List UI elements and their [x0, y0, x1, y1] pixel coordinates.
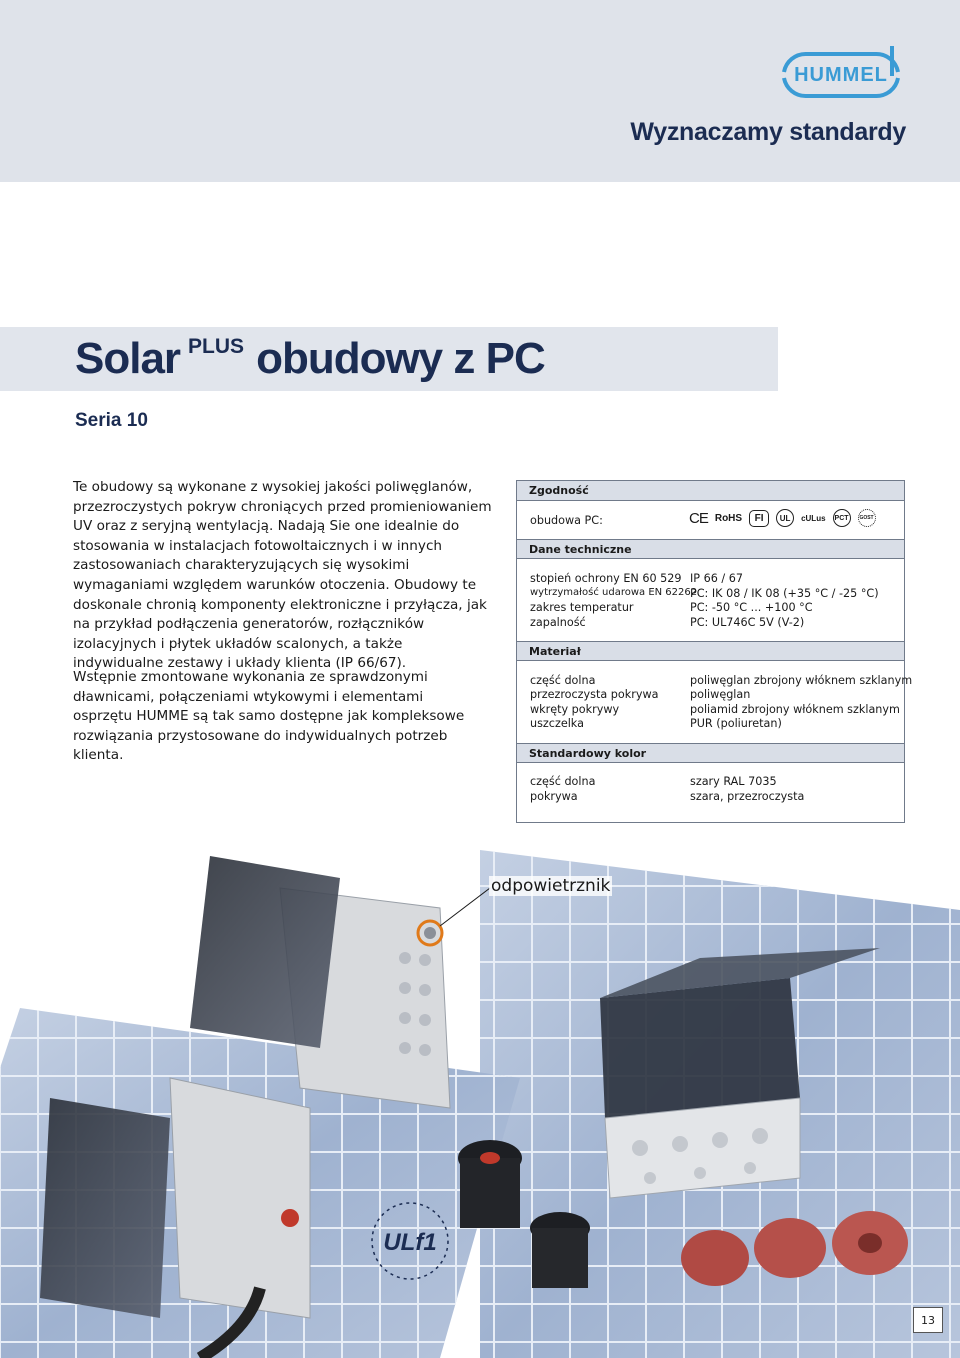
page-number: 13: [913, 1307, 943, 1333]
spec-value: poliwęglan: [690, 688, 751, 701]
spec-key: wkręty pokrywy: [530, 703, 620, 716]
page-title: [75, 334, 545, 384]
svg-text:HUMMEL: HUMMEL: [794, 64, 888, 86]
intro-paragraph: Te obudowy są wykonane z wysokiej jakości poliwęglanów, przezroczystych pokryw chroniących przed promieniowaniem UV oraz z seryjną wentylacją. Nadają Sie one idealnie do stosowania w instalacjach fotowoltaicznych i w innych zastosowaniach charakteryzujących się wysokimi wymaganiami względem warunków otoczenia. Obudowy te doskonale chronią komponenty elektroniczne i przyłącza, jak na przykład podłączenia generatorów, rozłączników izolacyjnych i płytek układów scalonych, a także indywidualne zestawy i układy klienta (IP 66/67).: [73, 479, 492, 672]
cert-icons: [689, 509, 876, 527]
spec-value: IP 66 / 67: [690, 572, 743, 585]
spec-value: PC: UL746C 5V (V-2): [690, 616, 805, 629]
title-superscript: PLUS: [188, 335, 245, 358]
spec-key: zapalność: [530, 616, 586, 629]
spec-key: część dolna: [530, 674, 596, 687]
ul-icon: UL: [776, 509, 794, 527]
spec-key: przezroczysta pokrywa: [530, 688, 659, 701]
series-label: Seria 10: [75, 410, 148, 431]
fi-mark-icon: FI: [749, 510, 769, 527]
conformity-label: obudowa PC:: [530, 514, 603, 527]
product-photo: [0, 848, 960, 1358]
spec-key: stopień ochrony EN 60 529: [530, 572, 682, 585]
vent-callout-label: odpowietrznik: [491, 876, 611, 896]
spec-heading-conformity: Zgodność: [517, 481, 904, 501]
spec-key: uszczelka: [530, 717, 584, 730]
spec-key: wytrzymałość udarowa EN 62262: [530, 587, 698, 598]
spec-value: PC: -50 °C ... +100 °C: [690, 601, 813, 614]
spec-value: szary RAL 7035: [690, 775, 777, 788]
spec-value: poliwęglan zbrojony włóknem szklanym: [690, 674, 913, 687]
spec-value: PC: IK 08 / IK 08 (+35 °C / -25 °C): [690, 587, 879, 600]
spec-heading-material: Materiał: [517, 641, 904, 661]
spec-value: poliamid zbrojony włóknem szklanym: [690, 703, 900, 716]
title-rest: obudowy z PC: [256, 334, 545, 383]
spec-table: [516, 480, 913, 823]
rohs-icon: RoHS: [714, 512, 743, 524]
premounted-paragraph: Wstępnie zmontowane wykonania ze sprawdzonymi dławnicami, połączeniami wtykowymi i elementami osprzętu HUMME są tak samo dostępne jak kompleksowe rozwiązania przystosowane do indywidualnych potrzeb klienta.: [73, 669, 465, 764]
culus-icon: cULus: [801, 513, 826, 523]
ulf1-badge-label: ULf1: [383, 1229, 437, 1256]
pct-icon: PCT: [833, 509, 851, 527]
spec-heading-technical: Dane techniczne: [517, 539, 904, 559]
spec-key: pokrywa: [530, 790, 578, 803]
spec-key: część dolna: [530, 775, 596, 788]
spec-key: zakres temperatur: [530, 601, 634, 614]
title-main: Solar: [75, 334, 181, 383]
spec-value: szara, przezroczysta: [690, 790, 805, 803]
tagline: Wyznaczamy standardy: [630, 118, 906, 146]
spec-heading-color: Standardowy kolor: [517, 743, 904, 763]
ce-mark-icon: CE: [689, 509, 708, 527]
spec-value: PUR (poliuretan): [690, 717, 782, 730]
hummel-logo: [778, 44, 908, 102]
gost-icon: GOST: [858, 509, 876, 527]
